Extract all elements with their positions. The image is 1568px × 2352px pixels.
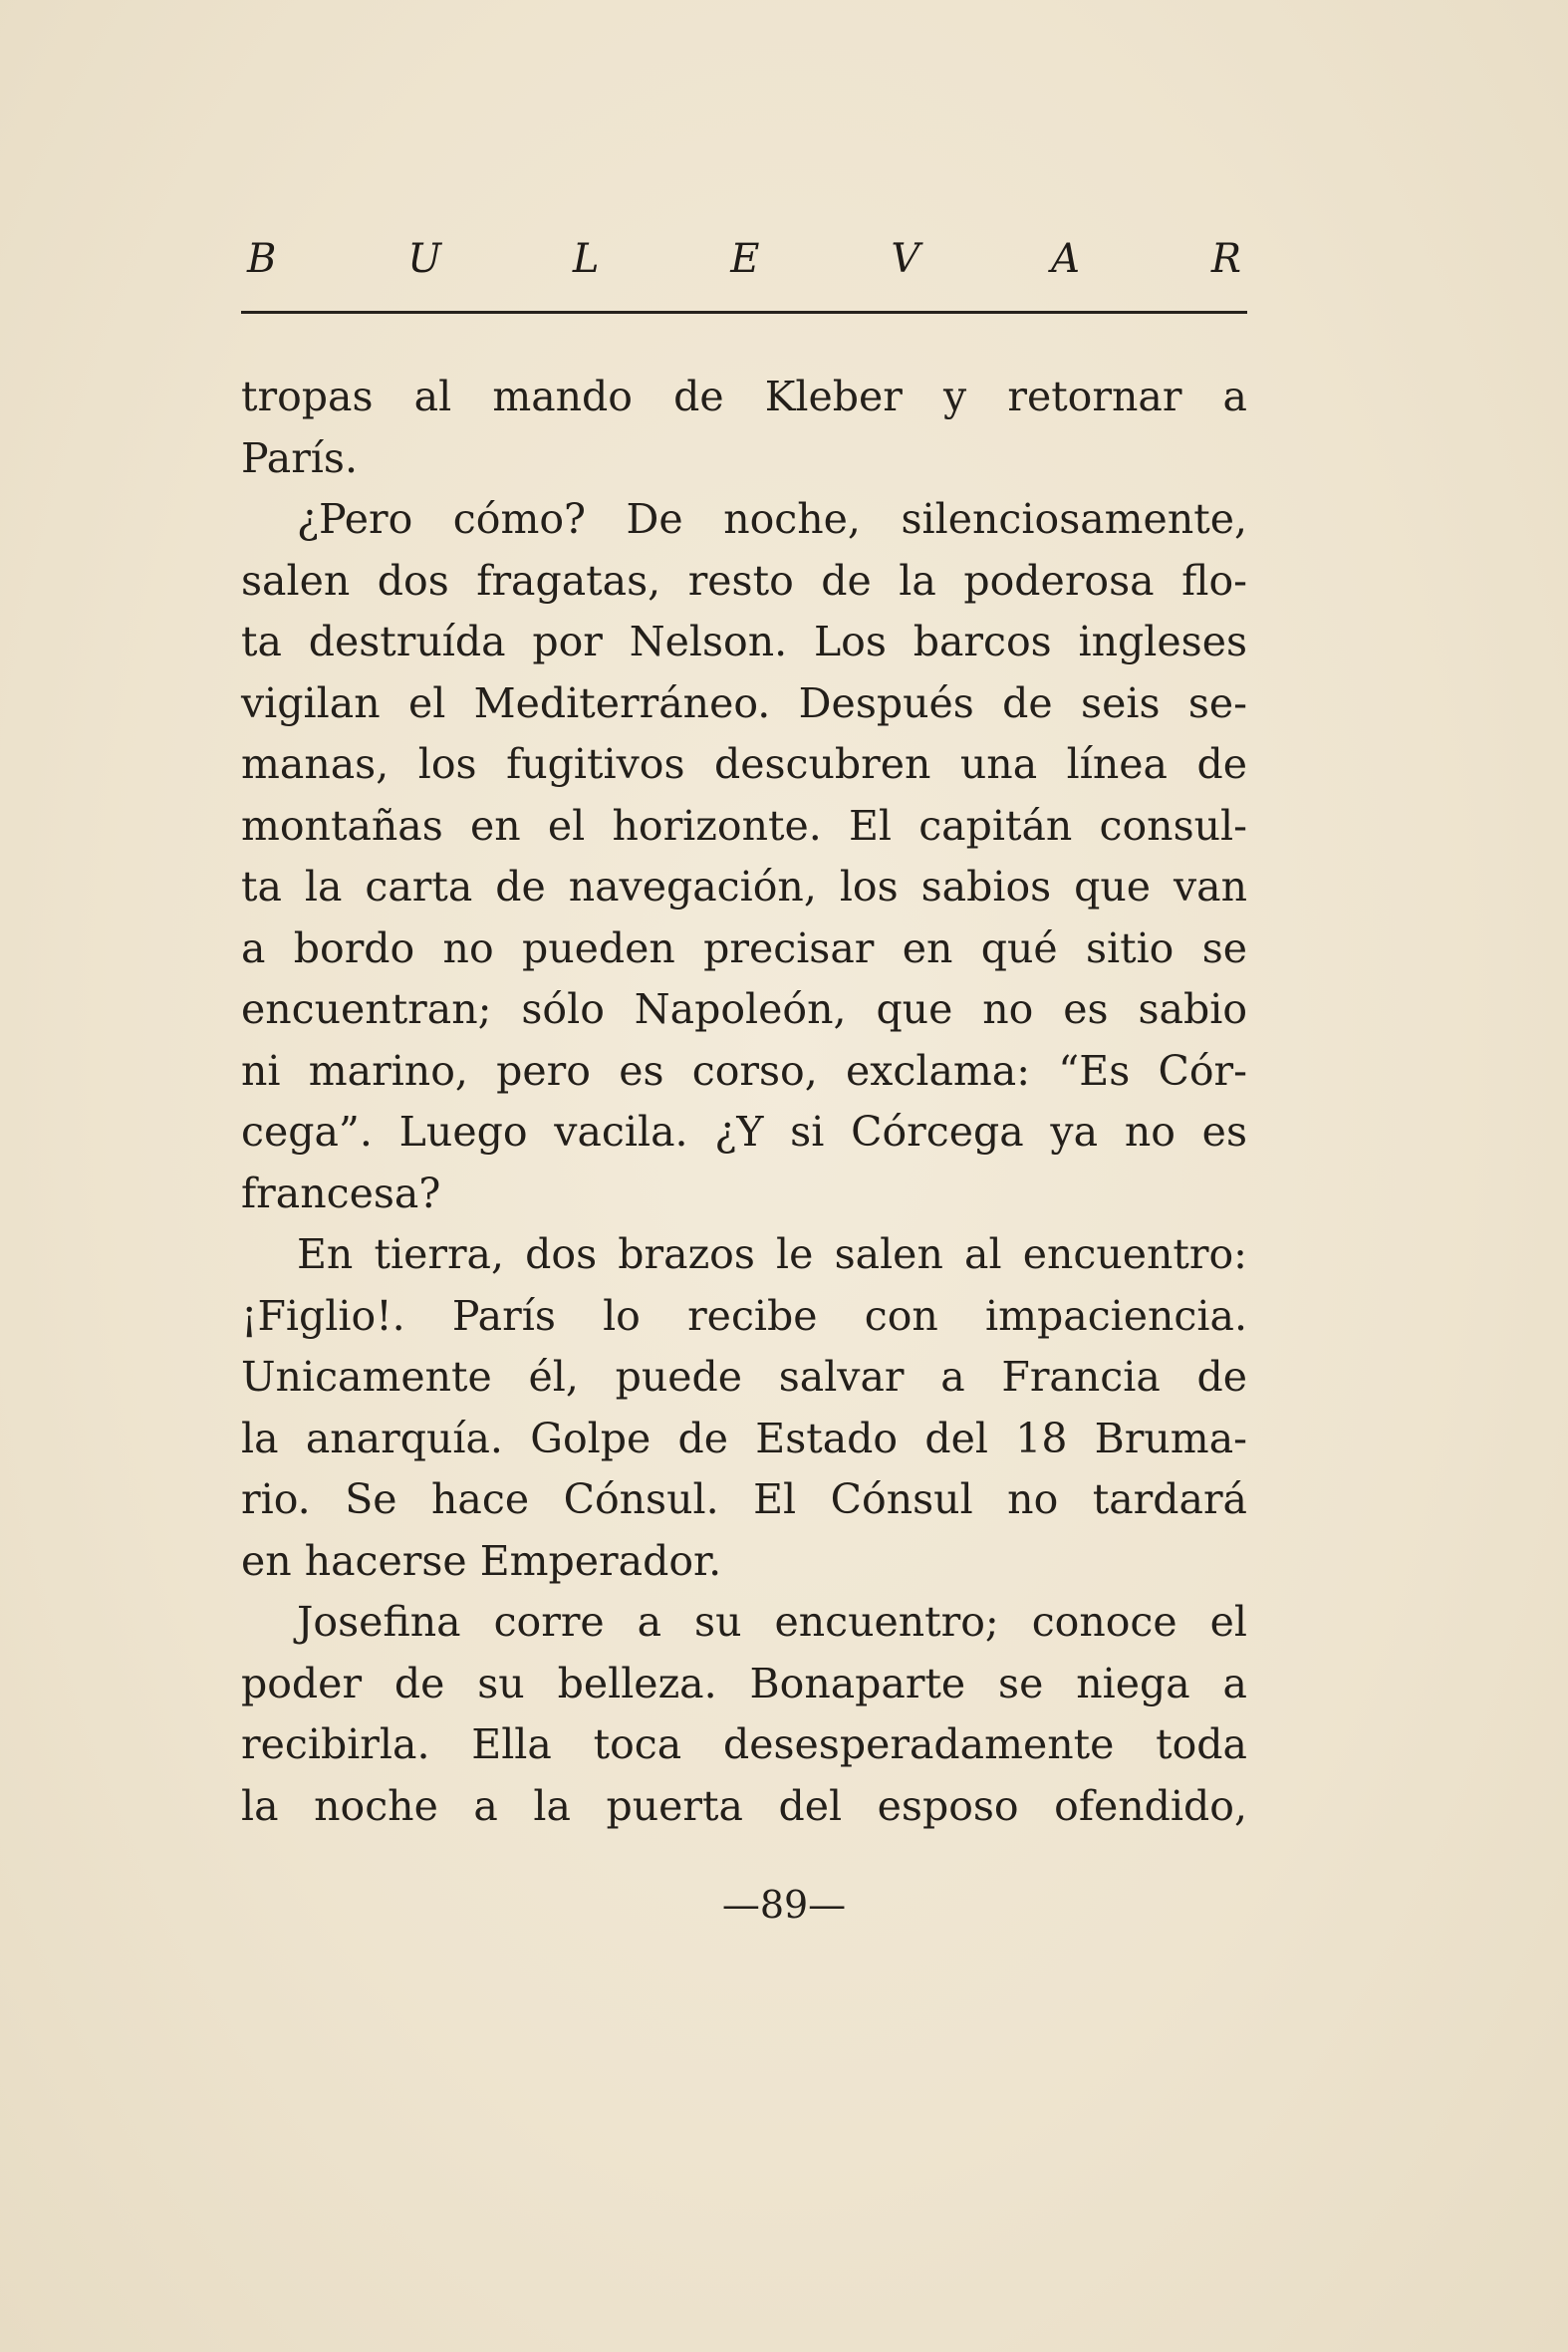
text-line: tropas al mando de Kleber y retornar a xyxy=(241,373,1247,420)
text-line: ¡Figlio!. París lo recibe con impaciencia. xyxy=(241,1291,1247,1340)
text-line: rio. Se hace Cónsul. El Cónsul no tardará xyxy=(241,1475,1247,1523)
header-letter: U xyxy=(407,236,441,282)
text-line: a bordo no pueden precisar en qué sitio se xyxy=(241,923,1247,972)
running-header-title xyxy=(241,236,1247,282)
text-line: ¿Pero cómo? De noche, silenciosamente, xyxy=(297,495,1247,543)
text-line: la noche a la puerta del esposo ofendido, xyxy=(241,1781,1247,1830)
header-rule xyxy=(241,311,1247,314)
header-letter: E xyxy=(730,236,760,282)
body-text xyxy=(241,367,1247,1837)
header-letter: R xyxy=(1210,236,1241,282)
paragraph xyxy=(241,1592,1247,1837)
header-letter: A xyxy=(1051,236,1080,282)
text-line: ni marino, pero es corso, exclama: “Es Cór- xyxy=(241,1046,1247,1095)
paragraph xyxy=(241,1224,1247,1592)
text-line: en hacerse Emperador. xyxy=(241,1536,722,1585)
text-line: vigilan el Mediterráneo. Después de seis se- xyxy=(241,678,1247,727)
paragraph xyxy=(241,489,1247,1224)
text-line: recibirla. Ella toca desesperadamente toda xyxy=(241,1720,1247,1768)
running-header xyxy=(241,236,1247,305)
text-line: Unicamente él, puede salvar a Francia de xyxy=(241,1353,1247,1401)
header-letter: L xyxy=(572,236,600,282)
header-letter: V xyxy=(891,236,920,282)
text-line: En tierra, dos brazos le salen al encuentro: xyxy=(297,1230,1247,1278)
text-line: manas, los fugitivos descubren una línea de xyxy=(241,740,1247,788)
text-line: ta destruída por Nelson. Los barcos ingleses xyxy=(241,618,1247,665)
text-line: francesa? xyxy=(241,1169,441,1217)
text-line: París. xyxy=(241,433,358,482)
text-line: ta la carta de navegación, los sabios que van xyxy=(241,863,1247,911)
text-line: cega”. Luego vacila. ¿Y si Córcega ya no es xyxy=(241,1108,1247,1156)
text-line: montañas en el horizonte. El capitán consul- xyxy=(241,801,1247,850)
header-letter: B xyxy=(247,236,277,282)
text-line: encuentran; sólo Napoleón, que no es sabio xyxy=(241,985,1247,1033)
page-number: —89— xyxy=(721,1883,847,1927)
paragraph xyxy=(241,367,1247,489)
text-line: la anarquía. Golpe de Estado del 18 Bruma- xyxy=(241,1414,1247,1462)
text-line: salen dos fragatas, resto de la poderosa flo- xyxy=(241,556,1247,605)
text-line: poder de su belleza. Bonaparte se niega a xyxy=(241,1659,1247,1707)
text-line: Josefina corre a su encuentro; conoce el xyxy=(297,1598,1247,1646)
